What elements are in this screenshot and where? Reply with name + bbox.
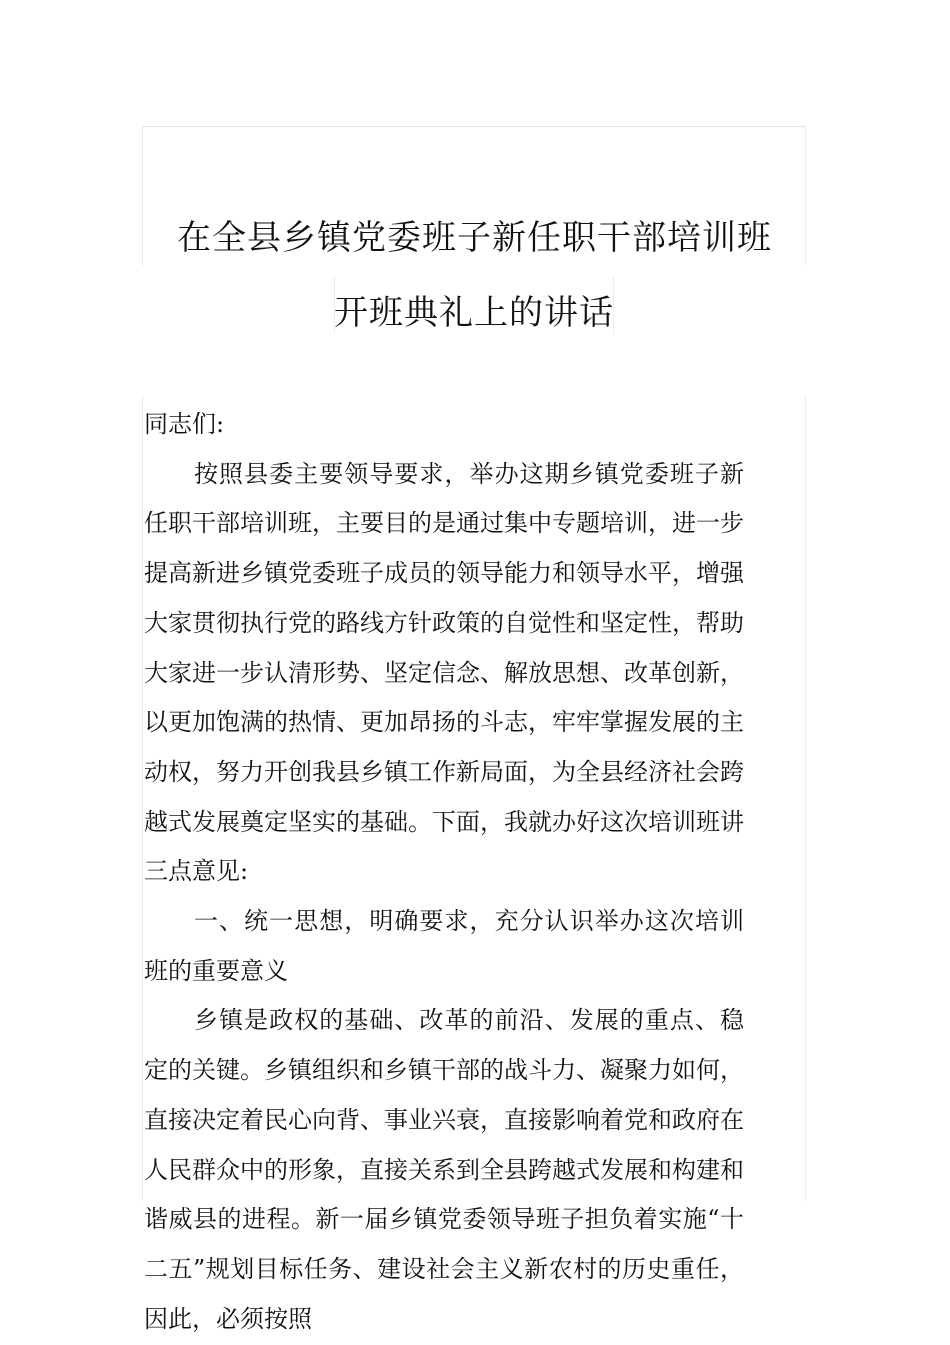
- document-body: [144, 400, 744, 1344]
- salutation: 同志们:: [144, 410, 225, 438]
- paragraph-intro: 按照县委主要领导要求，举办这期乡镇党委班子新任职干部培训班，主要目的是通过集中专题培训，进一步提高新进乡镇党委班子成员的领导能力和领导水平，增强大家贯彻执行党的路线方针政策的自觉性和坚定性，帮助大家进一步认清形势、坚定信念、解放思想、改革创新，以更加饱满的热情、更加昂扬的斗志，牢牢掌握发展的主动权，努力开创我县乡镇工作新局面，为全县经济社会跨越式发展奠定坚实的基础。下面，我就办好这次培训班讲三点意见:: [144, 459, 744, 886]
- paragraph-section-1: 乡镇是政权的基础、改革的前沿、发展的重点、稳定的关键。乡镇组织和乡镇干部的战斗力、凝聚力如何，直接决定着民心向背、事业兴衰，直接影响着党和政府在人民群众中的形象，直接关系到全县跨越式发展和构建和谐威县的进程。新一届乡镇党委领导班子担负着实施“十二五”规划目标任务、建设社会主义新农村的历史重任，因此，必须按照: [144, 1006, 744, 1333]
- section-heading-1: 一、统一思想，明确要求，充分认识举办这次培训班的重要意义: [144, 907, 744, 985]
- document-title-line-1: 在全县乡镇党委班子新任职干部培训班: [177, 218, 772, 258]
- document-title-line-2: 开班典礼上的讲话: [334, 293, 614, 333]
